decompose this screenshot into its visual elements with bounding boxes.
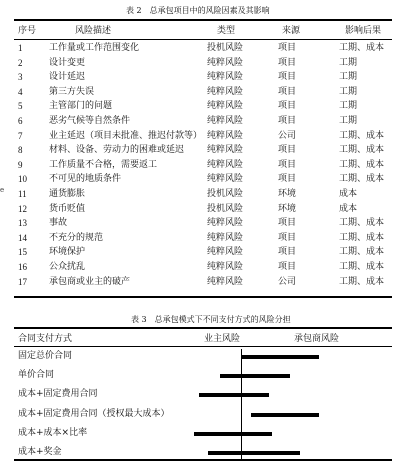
risk-description: 恶劣气候等自然条件 xyxy=(49,116,131,126)
risk-impact: 工期 xyxy=(339,101,358,112)
risk-impact: 工期 xyxy=(339,86,358,97)
risk-impact: 工期、成本 xyxy=(339,159,385,170)
risk-source: 项目 xyxy=(278,57,297,68)
risk-impact: 工期、成本 xyxy=(339,232,385,243)
risk-description: 设计延迟 xyxy=(49,72,86,83)
row-index: 7 xyxy=(18,130,23,141)
risk-impact: 工期、成本 xyxy=(339,276,385,287)
risk-allocation-bar xyxy=(251,413,318,417)
risk-source: 项目 xyxy=(278,159,297,170)
payment-method-label: 单价合同 xyxy=(18,370,55,381)
risk-type: 纯粹风险 xyxy=(207,101,244,112)
risk-description: 第三方失误 xyxy=(49,86,95,97)
risk-source: 公司 xyxy=(278,276,297,287)
table2-header-source: 来源 xyxy=(282,26,301,36)
risk-impact: 工期、成本 xyxy=(339,43,385,53)
payment-method-label: 成本+固定费用合同 xyxy=(18,389,98,400)
table3-header-contractor-risk: 承包商风险 xyxy=(294,334,340,344)
risk-type: 纯粹风险 xyxy=(207,159,244,170)
margin-mark: e xyxy=(0,186,5,194)
risk-description: 工作量或工作范围变化 xyxy=(49,43,140,53)
risk-source: 项目 xyxy=(278,145,297,156)
row-index: 10 xyxy=(18,174,27,185)
risk-source: 项目 xyxy=(278,101,297,112)
risk-type: 纯粹风险 xyxy=(207,276,244,287)
table2-header-impact: 影响后果 xyxy=(345,26,382,36)
row-index: 13 xyxy=(18,218,27,229)
risk-impact: 工期、成本 xyxy=(339,262,385,272)
risk-split-line xyxy=(241,349,242,459)
risk-description: 事故 xyxy=(49,218,68,229)
table2-top-rule xyxy=(14,19,392,21)
risk-description: 设计变更 xyxy=(49,57,86,68)
risk-description: 主管部门的问题 xyxy=(49,101,113,112)
row-index: 8 xyxy=(18,145,23,156)
risk-type: 纯粹风险 xyxy=(207,86,244,97)
risk-description: 材料、设备、劳动力的困难或延迟 xyxy=(49,145,185,156)
risk-source: 项目 xyxy=(278,116,297,126)
risk-description: 不充分的规范 xyxy=(49,232,104,243)
risk-source: 项目 xyxy=(278,43,297,53)
risk-type: 纯粹风险 xyxy=(207,262,244,272)
risk-impact: 工期、成本 xyxy=(339,218,385,229)
risk-impact: 工期、成本 xyxy=(339,130,385,141)
risk-source: 项目 xyxy=(278,86,297,97)
risk-impact: 工期、成本 xyxy=(339,174,385,185)
table3-header-owner-risk: 业主风险 xyxy=(204,334,241,344)
row-index: 9 xyxy=(18,159,23,170)
risk-source: 环境 xyxy=(278,203,297,214)
risk-impact: 工期 xyxy=(339,72,358,83)
risk-impact: 工期、成本 xyxy=(339,247,385,258)
row-index: 4 xyxy=(18,86,23,97)
payment-method-label: 成本+奖金 xyxy=(18,447,62,457)
risk-source: 项目 xyxy=(278,72,297,83)
row-index: 16 xyxy=(18,262,27,272)
row-index: 14 xyxy=(18,232,27,243)
risk-allocation-bar xyxy=(194,432,272,436)
risk-type: 投机风险 xyxy=(207,189,244,199)
risk-description: 不可见的地质条件 xyxy=(49,174,122,185)
risk-description: 环境保护 xyxy=(49,247,86,258)
risk-source: 项目 xyxy=(278,262,297,272)
risk-impact: 成本 xyxy=(339,189,358,199)
table3-top-rule xyxy=(14,327,392,329)
risk-source: 项目 xyxy=(278,218,297,229)
risk-type: 纯粹风险 xyxy=(207,232,244,243)
risk-type: 纯粹风险 xyxy=(207,145,244,156)
risk-type: 纯粹风险 xyxy=(207,174,244,185)
risk-source: 项目 xyxy=(278,174,297,185)
table3-caption: 表 3 总承包模式下不同支付方式的风险分担 xyxy=(131,315,291,324)
row-index: 15 xyxy=(18,247,27,258)
row-index: 17 xyxy=(18,276,27,287)
risk-type: 投机风险 xyxy=(207,43,244,53)
risk-type: 投机风险 xyxy=(207,203,244,214)
risk-source: 公司 xyxy=(278,130,297,141)
risk-impact: 成本 xyxy=(339,203,358,214)
risk-type: 纯粹风险 xyxy=(207,247,244,258)
risk-description: 公众扰乱 xyxy=(49,262,86,272)
risk-description: 通货膨胀 xyxy=(49,189,86,199)
row-index: 11 xyxy=(18,189,27,199)
risk-source: 环境 xyxy=(278,189,297,199)
risk-allocation-bar xyxy=(241,355,319,359)
risk-allocation-bar xyxy=(220,374,290,378)
row-index: 5 xyxy=(18,101,23,112)
risk-type: 纯粹风险 xyxy=(207,130,244,141)
risk-description: 业主延迟（项目未批准、推迟付款等） xyxy=(49,130,203,141)
risk-impact: 工期、成本 xyxy=(339,145,385,156)
risk-type: 纯粹风险 xyxy=(207,218,244,229)
row-index: 6 xyxy=(18,116,23,126)
risk-type: 纯粹风险 xyxy=(207,116,244,126)
table3-header-rule xyxy=(14,346,392,347)
payment-method-label: 成本+成本×比率 xyxy=(18,427,88,438)
table2-header-rule xyxy=(14,39,392,40)
risk-impact: 工期 xyxy=(339,116,358,126)
table2-header-index: 序号 xyxy=(18,26,37,36)
risk-description: 货币贬值 xyxy=(49,203,86,214)
risk-source: 项目 xyxy=(278,232,297,243)
risk-allocation-bar xyxy=(199,393,269,397)
row-index: 1 xyxy=(18,43,23,53)
risk-type: 纯粹风险 xyxy=(207,57,244,68)
row-index: 12 xyxy=(18,203,27,214)
risk-impact: 工期 xyxy=(339,57,358,68)
risk-type: 纯粹风险 xyxy=(207,72,244,83)
table3-bottom-rule xyxy=(14,459,392,461)
table2-header-description: 风险描述 xyxy=(75,26,112,36)
risk-description: 工作质量不合格，需要返工 xyxy=(49,159,158,170)
risk-allocation-bar xyxy=(208,451,300,455)
row-index: 2 xyxy=(18,57,23,68)
table3-header-payment: 合同支付方式 xyxy=(18,334,73,344)
row-index: 3 xyxy=(18,72,23,83)
table2-header-type: 类型 xyxy=(217,26,236,36)
payment-method-label: 固定总价合同 xyxy=(18,351,73,361)
risk-description: 承包商或业主的破产 xyxy=(49,276,131,287)
table2-bottom-rule xyxy=(14,296,392,298)
payment-method-label: 成本+固定费用合同（授权最大成本） xyxy=(18,408,170,419)
risk-source: 项目 xyxy=(278,247,297,258)
table2-caption: 表 2 总承包项目中的风险因素及其影响 xyxy=(126,6,270,15)
